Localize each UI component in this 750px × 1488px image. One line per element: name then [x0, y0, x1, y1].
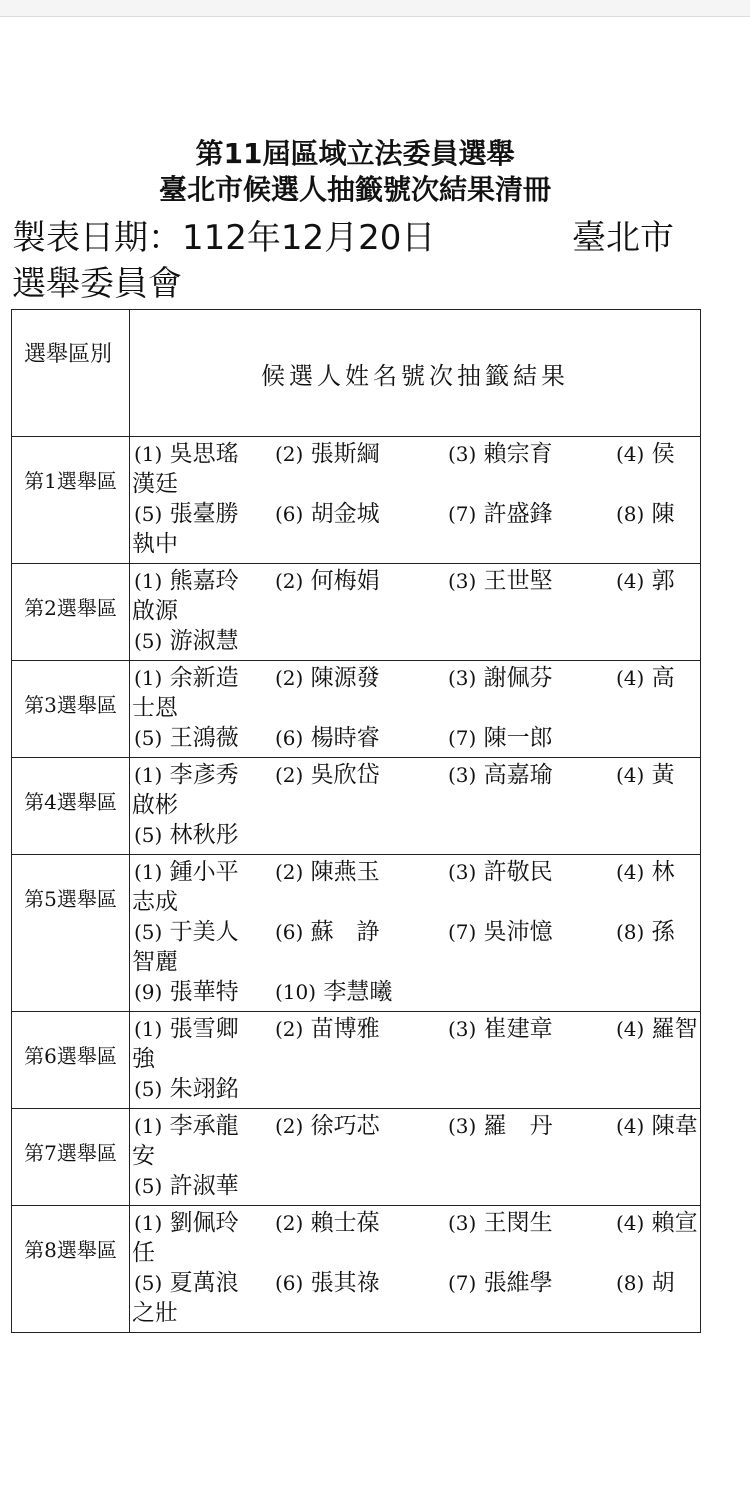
candidate-entry [275, 917, 380, 948]
candidate-entry [448, 1268, 553, 1299]
ballot-number: (9) [134, 980, 163, 1004]
candidate-name: 張維學 [476, 1270, 553, 1296]
candidate-list [130, 855, 701, 1012]
candidate-entry [275, 566, 380, 597]
candidate-name: 王閔生 [476, 1210, 553, 1236]
ballot-number: (2) [275, 763, 304, 787]
ballot-number: (5) [134, 1077, 163, 1101]
ballot-number: (6) [275, 502, 304, 526]
candidate-name: 朱翊銘 [162, 1076, 239, 1102]
table-row [12, 1109, 701, 1206]
candidate-name: 何梅娟 [303, 568, 380, 594]
candidate-name: 孫 [644, 919, 675, 945]
candidate-entry [134, 917, 239, 948]
ballot-number: (1) [134, 1114, 163, 1138]
table-date: 製表日期：112年12月20日 [12, 218, 436, 258]
candidate-entry [134, 566, 239, 597]
ballot-number: (5) [134, 502, 163, 526]
district-name: 第4選舉區 [12, 758, 130, 855]
candidate-entry [275, 1268, 380, 1299]
district-name: 第7選舉區 [12, 1109, 130, 1206]
candidate-line [132, 723, 698, 753]
candidate-name-continuation: 強 [132, 1046, 155, 1072]
candidate-entry [448, 1208, 553, 1239]
candidate-name: 張斯綱 [303, 441, 380, 467]
ballot-number: (1) [134, 1017, 163, 1041]
ballot-number: (7) [448, 1271, 477, 1295]
candidate-name: 陳源發 [303, 665, 380, 691]
candidate-name: 夏萬浪 [162, 1270, 239, 1296]
candidate-entry [275, 1111, 380, 1142]
ballot-number: (4) [616, 442, 645, 466]
candidate-line [132, 917, 698, 947]
candidate-entry [448, 1111, 553, 1142]
candidate-entry [616, 857, 675, 888]
candidate-line [132, 760, 698, 790]
candidate-name: 陳一郎 [476, 725, 553, 751]
district-name: 第3選舉區 [12, 661, 130, 758]
candidate-entry [448, 663, 553, 694]
document-subtitle: 臺北市候選人抽籤號次結果清冊 [158, 173, 551, 206]
candidate-entry [448, 1014, 553, 1045]
candidate-entry [275, 439, 380, 470]
candidate-list [130, 1206, 701, 1333]
ballot-number: (6) [275, 726, 304, 750]
candidate-name: 胡金城 [303, 501, 380, 527]
candidate-name-continuation: 任 [132, 1240, 155, 1266]
candidate-entry [616, 566, 675, 597]
ballot-number: (2) [275, 1114, 304, 1138]
candidate-name: 賴士葆 [303, 1210, 380, 1236]
candidate-name-continuation: 執中 [132, 531, 178, 557]
document-title: 第11屆區域立法委員選舉 [195, 137, 515, 170]
ballot-number: (5) [134, 920, 163, 944]
candidate-entry [275, 499, 380, 530]
ballot-number: (4) [616, 860, 645, 884]
candidate-entry [448, 857, 553, 888]
ballot-number: (2) [275, 569, 304, 593]
district-name: 第8選舉區 [12, 1206, 130, 1333]
candidate-line [132, 977, 698, 1007]
candidate-entry [616, 499, 675, 530]
district-name: 第2選舉區 [12, 564, 130, 661]
candidate-name: 劉佩玲 [162, 1210, 239, 1236]
candidate-name: 王鴻薇 [162, 725, 239, 751]
issuer-name-part2: 選舉委員會 [12, 264, 182, 304]
ballot-number: (1) [134, 763, 163, 787]
candidate-name: 胡 [644, 1270, 675, 1296]
ballot-number: (2) [275, 1017, 304, 1041]
ballot-number: (4) [616, 666, 645, 690]
ballot-number: (5) [134, 726, 163, 750]
candidate-line [132, 1171, 698, 1201]
ballot-number: (3) [448, 666, 477, 690]
ballot-number: (7) [448, 920, 477, 944]
candidate-name: 高嘉瑜 [476, 762, 553, 788]
candidate-entry [448, 723, 553, 754]
candidate-entry [134, 1208, 239, 1239]
header-district: 選舉區別 [12, 310, 130, 437]
candidate-list [130, 661, 701, 758]
candidate-line [132, 439, 698, 469]
candidate-entry [134, 1111, 239, 1142]
table-row [12, 758, 701, 855]
candidate-entry [275, 1014, 380, 1045]
ballot-number: (7) [448, 502, 477, 526]
candidate-name-continuation: 智麗 [132, 949, 178, 975]
candidate-line [132, 1014, 698, 1044]
candidate-name: 謝佩芬 [476, 665, 553, 691]
district-name: 第5選舉區 [12, 855, 130, 1012]
candidate-name: 陳燕玉 [303, 859, 380, 885]
candidate-line [132, 663, 698, 693]
candidate-line [132, 1074, 698, 1104]
ballot-number: (1) [134, 442, 163, 466]
candidate-entry [275, 857, 380, 888]
candidate-entry [134, 663, 239, 694]
candidate-entry [448, 917, 553, 948]
candidate-line [132, 857, 698, 887]
ballot-number: (4) [616, 1211, 645, 1235]
candidate-name-continuation: 安 [132, 1143, 155, 1169]
candidate-entry [616, 1208, 698, 1239]
candidate-name: 于美人 [162, 919, 239, 945]
candidate-name-continuation: 志成 [132, 889, 178, 915]
ballot-number: (8) [616, 502, 645, 526]
candidate-name: 李彥秀 [162, 762, 239, 788]
candidate-name-continuation: 漢廷 [132, 471, 178, 497]
candidate-name: 吳欣岱 [303, 762, 380, 788]
candidate-line [132, 1208, 698, 1238]
date-line [12, 216, 712, 260]
table-header-row [12, 310, 701, 437]
candidate-name: 張其祿 [303, 1270, 380, 1296]
candidate-list [130, 1109, 701, 1206]
candidate-entry [134, 439, 239, 470]
candidate-name: 余新造 [162, 665, 239, 691]
candidate-entry [616, 663, 675, 694]
candidate-entry [134, 857, 239, 888]
header-candidates: 候選人姓名號次抽籤結果 [130, 310, 701, 437]
candidate-list [130, 758, 701, 855]
ballot-number: (6) [275, 1271, 304, 1295]
candidate-list [130, 564, 701, 661]
candidate-entry [134, 1014, 239, 1045]
candidate-name: 李慧曦 [316, 979, 393, 1005]
candidate-name: 賴宣 [644, 1210, 698, 1236]
candidate-list [130, 437, 701, 564]
ballot-number: (3) [448, 860, 477, 884]
candidate-entry [275, 977, 392, 1008]
candidate-name: 高 [644, 665, 675, 691]
table-row [12, 661, 701, 758]
candidate-name: 許敬民 [476, 859, 553, 885]
candidate-line [132, 1268, 698, 1298]
candidate-name-continuation: 士恩 [132, 695, 178, 721]
ballot-number: (5) [134, 1174, 163, 1198]
ballot-number: (5) [134, 1271, 163, 1295]
candidate-name: 陳韋 [644, 1113, 698, 1139]
candidate-name: 王世堅 [476, 568, 553, 594]
candidate-entry [616, 760, 675, 791]
table-row [12, 1206, 701, 1333]
candidate-name: 鍾小平 [162, 859, 239, 885]
ballot-number: (3) [448, 1211, 477, 1235]
ballot-number: (3) [448, 763, 477, 787]
candidate-entry [616, 917, 675, 948]
candidate-entry [448, 566, 553, 597]
browser-top-bar [0, 0, 750, 17]
ballot-number: (1) [134, 1211, 163, 1235]
candidate-entry [134, 723, 239, 754]
ballot-number: (3) [448, 569, 477, 593]
candidate-entry [134, 1074, 239, 1105]
ballot-number: (1) [134, 666, 163, 690]
ballot-number: (8) [616, 920, 645, 944]
candidate-name: 熊嘉玲 [162, 568, 239, 594]
candidate-name: 李承龍 [162, 1113, 239, 1139]
ballot-number: (5) [134, 629, 163, 653]
candidate-line [132, 626, 698, 656]
candidate-entry [275, 723, 380, 754]
candidate-name: 許盛鋒 [476, 501, 553, 527]
candidate-entry [616, 1111, 698, 1142]
candidate-entry [134, 977, 239, 1008]
ballot-number: (1) [134, 860, 163, 884]
candidate-entry [134, 760, 239, 791]
candidate-entry [616, 1014, 698, 1045]
ballot-number: (2) [275, 860, 304, 884]
candidate-entry [275, 1208, 380, 1239]
district-name: 第6選舉區 [12, 1012, 130, 1109]
table-row [12, 437, 701, 564]
candidate-name: 陳 [644, 501, 675, 527]
candidate-name-continuation: 啟彬 [132, 792, 178, 818]
candidate-name: 吳思瑤 [162, 441, 239, 467]
ballot-number: (2) [275, 442, 304, 466]
candidate-entry [448, 499, 553, 530]
ballot-number: (4) [616, 1017, 645, 1041]
candidate-name: 侯 [644, 441, 675, 467]
ballot-number: (8) [616, 1271, 645, 1295]
issuer-name-part1: 臺北市 [572, 218, 674, 258]
ballot-number: (4) [616, 569, 645, 593]
candidate-name: 蘇 諍 [303, 919, 380, 945]
ballot-number: (3) [448, 442, 477, 466]
ballot-number: (2) [275, 666, 304, 690]
candidate-entry [448, 439, 553, 470]
candidate-entry [134, 1268, 239, 1299]
candidate-name: 林秋彤 [162, 822, 239, 848]
table-row [12, 564, 701, 661]
ballot-number: (5) [134, 823, 163, 847]
candidate-entry [275, 760, 380, 791]
candidate-line [132, 566, 698, 596]
candidate-entry [134, 1171, 239, 1202]
candidate-line [132, 499, 698, 529]
candidate-name: 郭 [644, 568, 675, 594]
ballot-number: (10) [275, 980, 317, 1004]
table-row [12, 855, 701, 1012]
candidate-name: 賴宗育 [476, 441, 553, 467]
candidate-entry [448, 760, 553, 791]
candidate-entry [134, 499, 239, 530]
ballot-number: (7) [448, 726, 477, 750]
candidate-name: 崔建章 [476, 1016, 553, 1042]
ballot-number: (3) [448, 1017, 477, 1041]
candidate-list [130, 1012, 701, 1109]
candidate-name: 吳沛憶 [476, 919, 553, 945]
candidate-entry [134, 626, 239, 657]
candidate-name: 張臺勝 [162, 501, 239, 527]
district-name: 第1選舉區 [12, 437, 130, 564]
ballot-number: (6) [275, 920, 304, 944]
ballot-number: (4) [616, 763, 645, 787]
candidate-entry [616, 439, 675, 470]
candidate-line [132, 1111, 698, 1141]
candidate-name: 張華特 [162, 979, 239, 1005]
results-table [11, 309, 701, 1333]
candidate-name: 林 [644, 859, 675, 885]
ballot-number: (3) [448, 1114, 477, 1138]
candidate-entry [616, 1268, 675, 1299]
candidate-entry [275, 663, 380, 694]
candidate-name: 張雪卿 [162, 1016, 239, 1042]
candidate-name: 羅 丹 [476, 1113, 553, 1139]
candidate-name: 苗博雅 [303, 1016, 380, 1042]
candidate-name: 許淑華 [162, 1173, 239, 1199]
candidate-name: 楊時睿 [303, 725, 380, 751]
ballot-number: (4) [616, 1114, 645, 1138]
candidate-line [132, 820, 698, 850]
candidate-name: 游淑慧 [162, 628, 239, 654]
candidate-name-continuation: 啟源 [132, 598, 178, 624]
ballot-number: (2) [275, 1211, 304, 1235]
candidate-name: 羅智 [644, 1016, 698, 1042]
candidate-name-continuation: 之壯 [132, 1300, 178, 1326]
ballot-number: (1) [134, 569, 163, 593]
candidate-entry [134, 820, 239, 851]
table-row [12, 1012, 701, 1109]
candidate-name: 徐巧芯 [303, 1113, 380, 1139]
candidate-name: 黃 [644, 762, 675, 788]
